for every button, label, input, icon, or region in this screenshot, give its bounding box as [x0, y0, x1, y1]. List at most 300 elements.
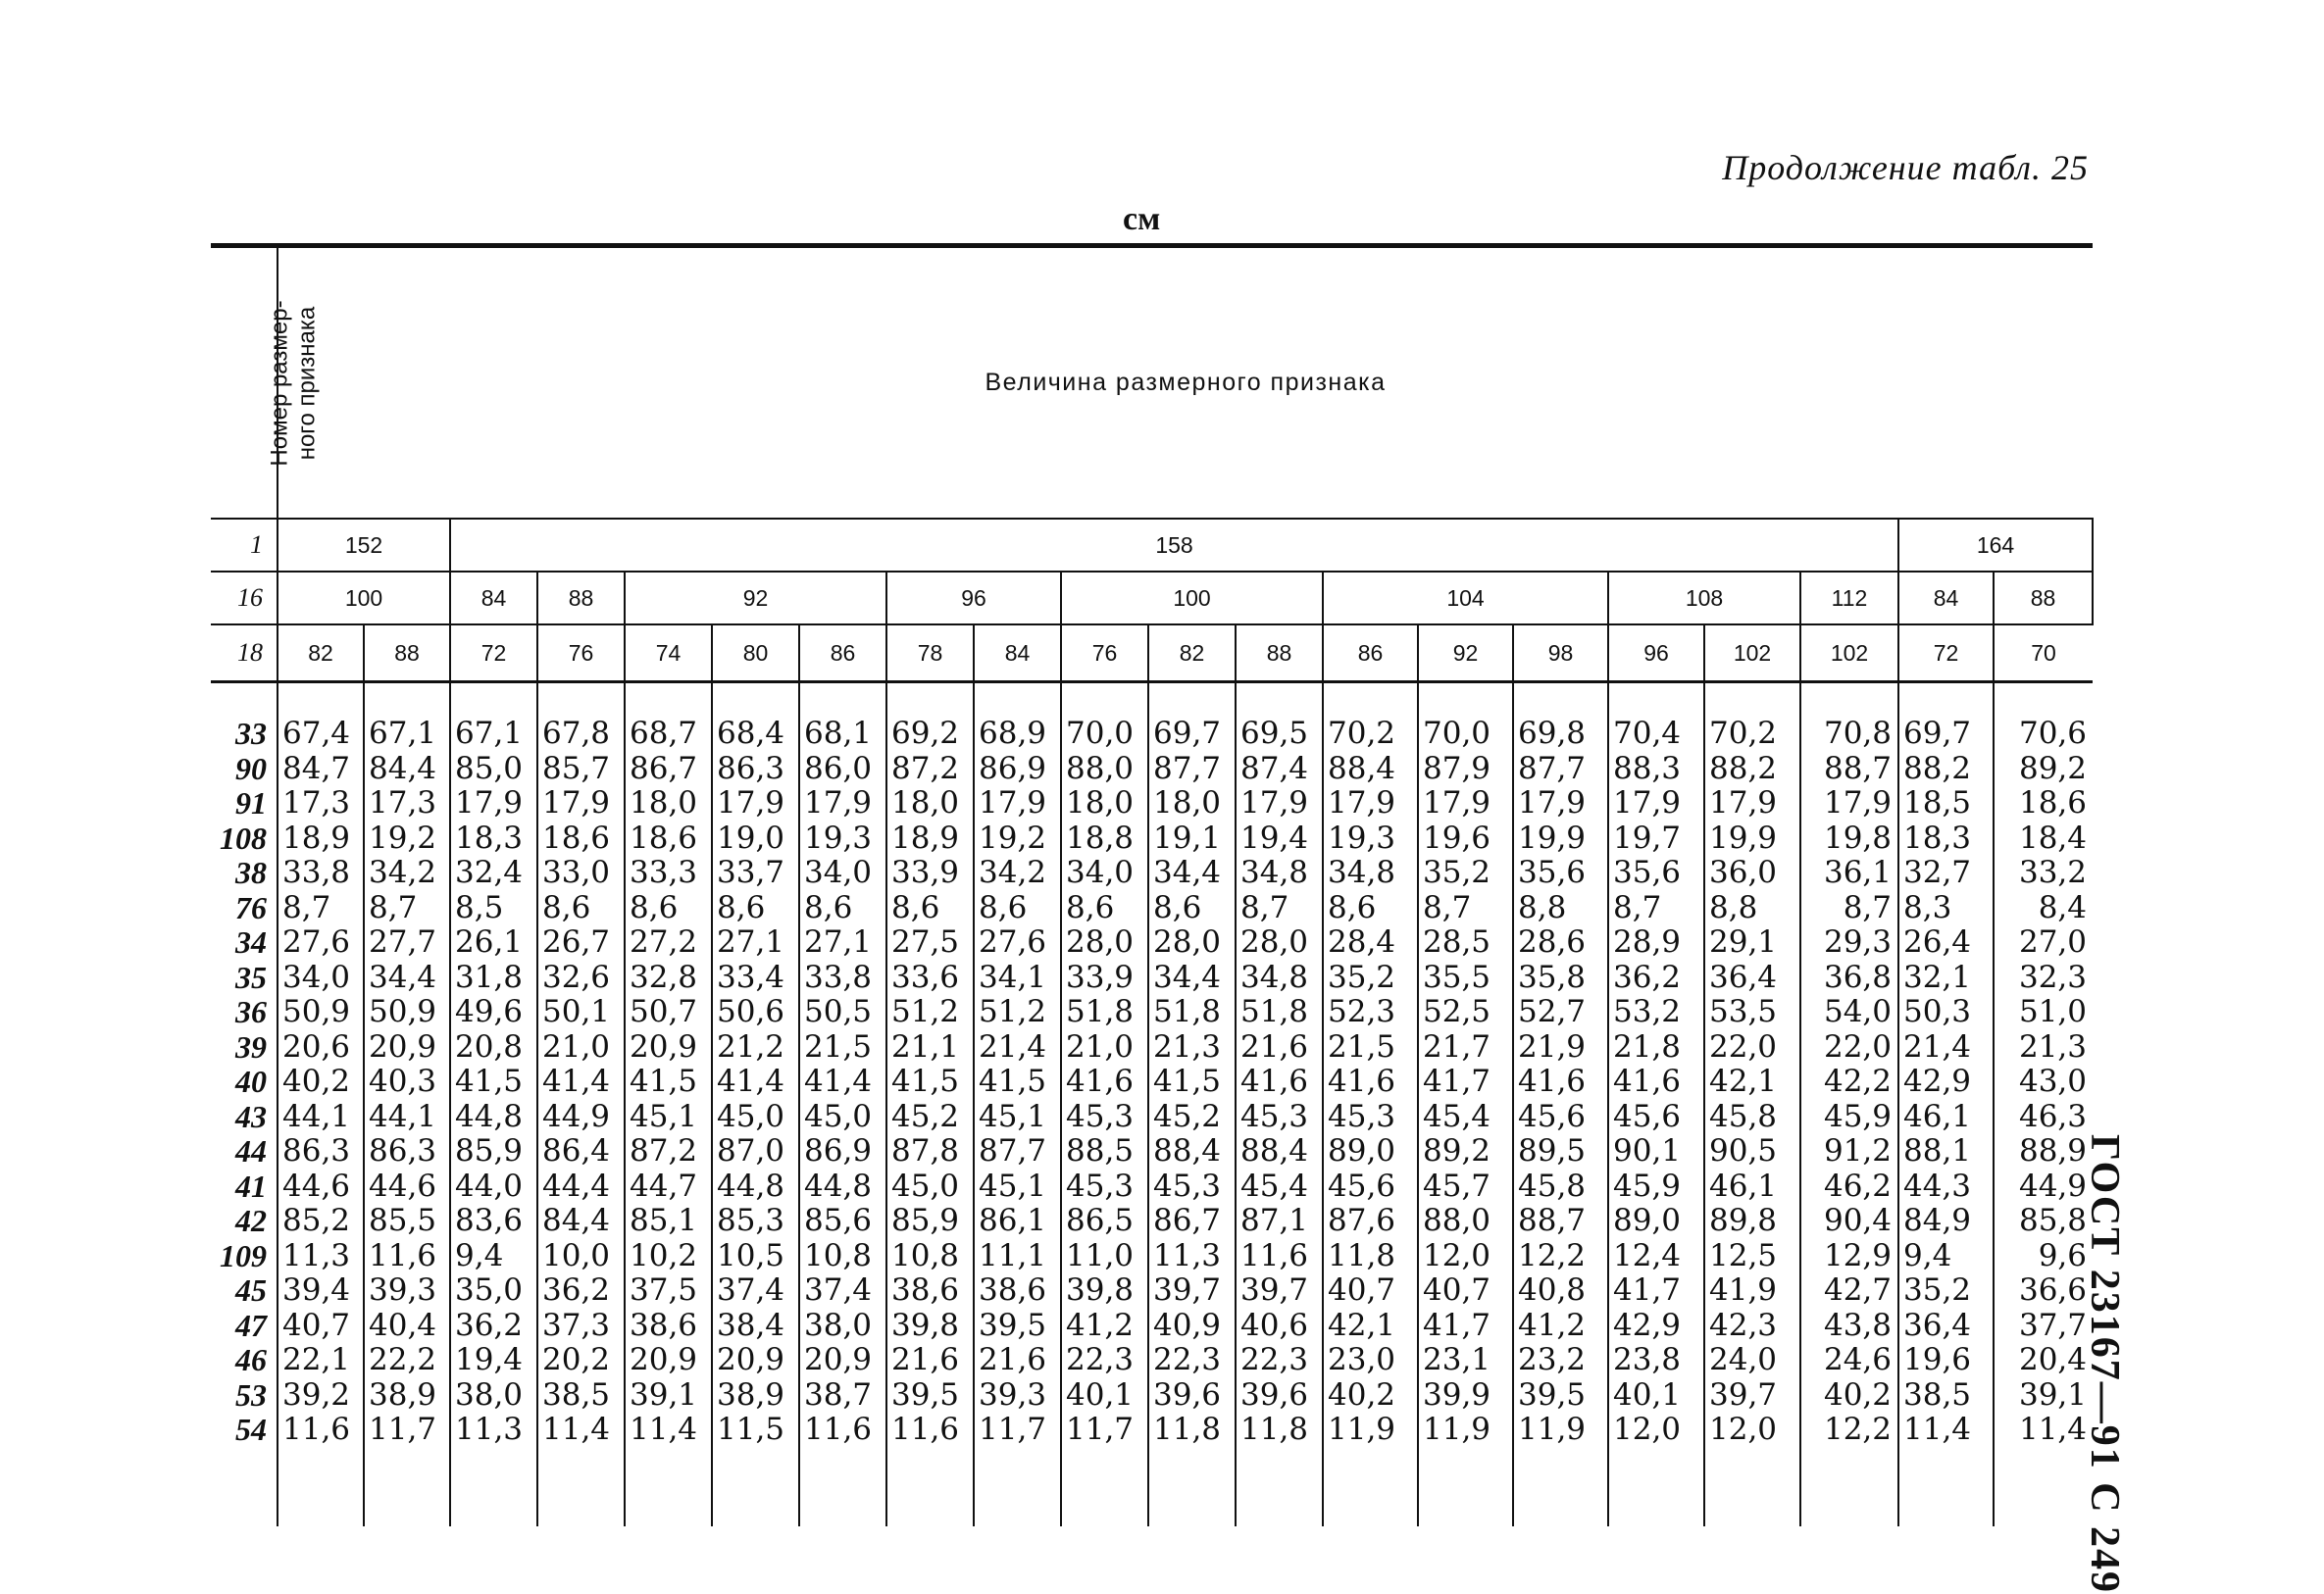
table-cell: 51,2	[886, 995, 974, 1030]
table-cell: 33,3	[625, 856, 712, 891]
table-cell: 17,9	[1418, 786, 1513, 822]
table-cell: 84,4	[364, 752, 450, 787]
table-cell: 41,7	[1418, 1065, 1513, 1100]
table-cell: 9,4	[450, 1239, 537, 1274]
chest-group: 84	[1898, 572, 1994, 624]
table-cell: 45,6	[1513, 1100, 1608, 1135]
table-cell: 41,5	[625, 1065, 712, 1100]
table-cell: 33,7	[712, 856, 799, 891]
table-cell: 41,6	[1513, 1065, 1608, 1100]
table-cell: 39,6	[1148, 1378, 1236, 1414]
table-cell: 23,0	[1323, 1343, 1418, 1378]
row-number: 41	[211, 1170, 278, 1205]
table-cell: 20,6	[278, 1030, 364, 1066]
table-cell: 86,3	[712, 752, 799, 787]
row-number: 33	[211, 717, 278, 752]
table-cell: 10,8	[886, 1239, 974, 1274]
table-cell: 45,0	[886, 1170, 974, 1205]
table-cell: 90,4	[1800, 1204, 1898, 1239]
table-cell: 41,5	[886, 1065, 974, 1100]
table-cell: 8,7	[364, 891, 450, 926]
table-cell: 45,8	[1704, 1100, 1800, 1135]
table-cell: 44,6	[364, 1170, 450, 1205]
table-cell: 8,6	[537, 891, 625, 926]
table-cell: 11,7	[364, 1413, 450, 1448]
table-cell: 85,0	[450, 752, 537, 787]
table-cell: 50,7	[625, 995, 712, 1030]
table-cell: 11,4	[2018, 1413, 2087, 1448]
table-cell: 27,1	[799, 925, 886, 961]
table-cell: 37,7	[2018, 1308, 2087, 1343]
table-cell: 42,3	[1704, 1309, 1800, 1344]
hip-col-header: 102	[1704, 624, 1800, 682]
table-cell: 27,6	[974, 925, 1061, 961]
table-cell: 40,3	[364, 1065, 450, 1100]
table-cell: 87,7	[1513, 752, 1608, 787]
height-158: 158	[450, 519, 1898, 572]
table-cell: 83,6	[450, 1204, 537, 1239]
table-cell: 38,9	[364, 1378, 450, 1414]
table-cell: 17,9	[1800, 786, 1898, 822]
row-label-1: 1	[211, 519, 278, 572]
table-cell: 37,3	[537, 1309, 625, 1344]
table-cell: 39,7	[1148, 1273, 1236, 1309]
table-cell: 87,9	[1418, 752, 1513, 787]
table-cell: 41,5	[974, 1065, 1061, 1100]
chest-group: 88	[537, 572, 625, 624]
table-cell: 11,3	[1148, 1239, 1236, 1274]
table-cell: 38,6	[974, 1273, 1061, 1309]
table-cell: 42,9	[1898, 1065, 1994, 1100]
table-cell: 8,8	[1704, 891, 1800, 926]
table-cell: 12,0	[1608, 1413, 1704, 1448]
unit-label: см	[1123, 201, 1161, 237]
table-cell: 8,7	[1608, 891, 1704, 926]
table-cell: 8,5	[450, 891, 537, 926]
table-cell: 28,4	[1323, 925, 1418, 961]
table-cell: 45,2	[886, 1100, 974, 1135]
table-cell: 27,1	[712, 925, 799, 961]
table-cell: 18,0	[625, 786, 712, 822]
table-cell: 11,9	[1323, 1413, 1418, 1448]
table-cell: 45,1	[625, 1100, 712, 1135]
table-cell: 18,0	[1148, 786, 1236, 822]
table-cell: 28,0	[1148, 925, 1236, 961]
hip-col-header: 72	[450, 624, 537, 682]
table-cell: 22,3	[1148, 1343, 1236, 1378]
table-cell: 44,9	[537, 1100, 625, 1135]
table-cell: 70,6	[2018, 717, 2087, 752]
hip-col-header: 78	[886, 624, 974, 682]
table-cell: 67,1	[450, 717, 537, 752]
row-number: 42	[211, 1204, 278, 1239]
table-cell: 27,2	[625, 925, 712, 961]
table-row	[211, 1343, 2093, 1378]
table-cell: 53,5	[1704, 995, 1800, 1030]
table-cell: 33,0	[537, 856, 625, 891]
table-cell: 45,0	[712, 1100, 799, 1135]
table-cell: 22,0	[1704, 1030, 1800, 1066]
table-cell: 84,7	[278, 752, 364, 787]
table-cell: 21,4	[1898, 1030, 1994, 1066]
table-cell: 24,6	[1800, 1343, 1898, 1378]
table-cell: 12,2	[1513, 1239, 1608, 1274]
table-cell: 42,1	[1323, 1309, 1418, 1344]
hip-col-header: 72	[1898, 624, 1994, 682]
table-row	[211, 1100, 2093, 1135]
table-cell: 10,0	[537, 1239, 625, 1274]
table-cell: 69,2	[886, 717, 974, 752]
hip-col-header: 92	[1418, 624, 1513, 682]
table-cell: 51,8	[1236, 995, 1323, 1030]
table-cell: 44,6	[278, 1170, 364, 1205]
table-cell: 8,6	[712, 891, 799, 926]
table-cell: 39,2	[278, 1378, 364, 1414]
table-cell: 33,2	[2018, 856, 2087, 891]
table-cell: 27,6	[278, 925, 364, 961]
table-cell: 85,7	[537, 752, 625, 787]
table-row	[211, 891, 2093, 926]
size-feature-number-label: Номер размер- ного признака	[266, 299, 321, 467]
table-cell: 88,4	[1323, 752, 1418, 787]
table-cell: 26,7	[537, 925, 625, 961]
row-number: 45	[211, 1273, 278, 1309]
table-cell: 36,6	[2018, 1273, 2087, 1309]
table-cell: 19,7	[1608, 822, 1704, 857]
table-cell: 36,4	[1704, 961, 1800, 996]
table-cell: 41,2	[1061, 1309, 1148, 1344]
table-cell: 87,0	[712, 1134, 799, 1170]
table-cell: 45,3	[1061, 1170, 1148, 1205]
row-number: 34	[211, 925, 278, 961]
table-cell: 89,0	[1608, 1204, 1704, 1239]
table-cell: 88,7	[1513, 1204, 1608, 1239]
table-row	[211, 1030, 2093, 1066]
chest-group: 100	[278, 572, 450, 624]
table-cell: 8,6	[1148, 891, 1236, 926]
table-row	[211, 961, 2093, 996]
table-cell: 26,4	[1898, 925, 1994, 961]
chest-group: 88	[1994, 572, 2093, 624]
table-cell: 70,4	[1608, 717, 1704, 752]
table-cell: 41,4	[799, 1065, 886, 1100]
table-cell: 87,6	[1323, 1204, 1418, 1239]
table-cell: 86,1	[974, 1204, 1061, 1239]
table-cell: 44,3	[1898, 1170, 1994, 1205]
table-cell: 45,3	[1323, 1100, 1418, 1135]
table-cell: 87,1	[1236, 1204, 1323, 1239]
table-cell: 39,5	[1513, 1378, 1608, 1414]
table-cell: 45,4	[1236, 1170, 1323, 1205]
table-cell: 19,9	[1704, 822, 1800, 857]
table-cell: 21,5	[1323, 1030, 1418, 1066]
table-cell: 84,4	[537, 1204, 625, 1239]
table-cell: 36,2	[537, 1273, 625, 1309]
table-cell: 40,6	[1236, 1309, 1323, 1344]
table-cell: 17,9	[974, 786, 1061, 822]
table-cell: 85,2	[278, 1204, 364, 1239]
measurement-table	[211, 243, 2094, 1526]
table-cell: 12,4	[1608, 1239, 1704, 1274]
table-cell: 45,7	[1418, 1170, 1513, 1205]
table-cell: 19,4	[450, 1343, 537, 1378]
table-cell: 35,2	[1898, 1273, 1994, 1309]
table-cell: 20,9	[712, 1343, 799, 1378]
table-cell: 39,7	[1236, 1273, 1323, 1309]
table-cell: 34,2	[364, 856, 450, 891]
table-cell: 33,8	[799, 961, 886, 996]
table-cell: 36,8	[1800, 961, 1898, 996]
height-164: 164	[1898, 519, 2093, 572]
table-cell: 33,9	[886, 856, 974, 891]
table-cell: 11,3	[278, 1239, 364, 1274]
table-cell: 69,5	[1236, 717, 1323, 752]
table-cell: 85,9	[886, 1204, 974, 1239]
table-cell: 38,0	[450, 1378, 537, 1414]
table-cell: 50,3	[1898, 995, 1994, 1030]
table-cell: 28,5	[1418, 925, 1513, 961]
table-cell: 19,6	[1418, 822, 1513, 857]
table-cell: 22,3	[1061, 1343, 1148, 1378]
hip-col-header: 76	[1061, 624, 1148, 682]
table-cell: 11,6	[886, 1413, 974, 1448]
table-cell: 38,5	[1898, 1378, 1994, 1414]
chest-group: 104	[1323, 572, 1608, 624]
table-cell: 32,6	[537, 961, 625, 996]
hip-col-header: 82	[1148, 624, 1236, 682]
table-cell: 18,0	[1061, 786, 1148, 822]
table-cell: 85,5	[364, 1204, 450, 1239]
table-cell: 70,8	[1800, 717, 1898, 752]
hip-col-header: 96	[1608, 624, 1704, 682]
table-cell: 17,9	[1513, 786, 1608, 822]
table-cell: 8,6	[625, 891, 712, 926]
table-cell: 18,9	[886, 822, 974, 857]
table-cell: 12,0	[1704, 1413, 1800, 1448]
table-cell: 8,6	[1061, 891, 1148, 926]
table-cell: 12,5	[1704, 1239, 1800, 1274]
table-cell: 21,3	[1148, 1030, 1236, 1066]
hip-col-header: 102	[1800, 624, 1898, 682]
table-cell: 21,3	[2018, 1029, 2087, 1065]
table-row	[211, 822, 2093, 857]
table-cell: 35,8	[1513, 961, 1608, 996]
table-cell: 32,4	[450, 856, 537, 891]
table-cell: 70,0	[1061, 717, 1148, 752]
table-cell: 29,1	[1704, 925, 1800, 961]
table-cell: 10,5	[712, 1239, 799, 1274]
table-cell: 19,3	[799, 822, 886, 857]
hip-col-header: 82	[278, 624, 364, 682]
table-cell: 87,2	[886, 752, 974, 787]
table-cell: 45,6	[1608, 1100, 1704, 1135]
table-cell: 87,7	[1148, 752, 1236, 787]
table-cell: 11,1	[974, 1239, 1061, 1274]
table-cell: 27,0	[2018, 925, 2087, 961]
table-cell: 34,1	[974, 961, 1061, 996]
table-cell: 29,3	[1800, 925, 1898, 961]
row-number: 91	[211, 786, 278, 822]
table-cell: 19,2	[364, 822, 450, 857]
row-number: 44	[211, 1134, 278, 1170]
table-cell: 39,1	[2018, 1377, 2087, 1413]
table-cell: 88,5	[1061, 1134, 1148, 1170]
table-cell: 87,2	[625, 1134, 712, 1170]
table-cell: 9,6	[2038, 1238, 2087, 1273]
table-cell: 89,5	[1513, 1134, 1608, 1170]
table-cell: 39,3	[974, 1378, 1061, 1414]
document-code-page: ГОСТ 23167—91 С 249	[2082, 1134, 2127, 1594]
table-cell: 39,4	[278, 1273, 364, 1309]
table-cell: 45,4	[1418, 1100, 1513, 1135]
table-cell: 21,6	[1236, 1030, 1323, 1066]
table-cell: 69,8	[1513, 717, 1608, 752]
table-cell: 21,0	[1061, 1030, 1148, 1066]
table-cell: 45,1	[974, 1100, 1061, 1135]
table-cell: 38,0	[799, 1309, 886, 1344]
table-cell: 11,8	[1148, 1413, 1236, 1448]
table-cell: 86,3	[364, 1134, 450, 1170]
hip-col-header: 76	[537, 624, 625, 682]
table-cell: 51,8	[1148, 995, 1236, 1030]
table-cell: 40,7	[278, 1309, 364, 1344]
table-cell: 35,2	[1323, 961, 1418, 996]
table-cell: 27,5	[886, 925, 974, 961]
hip-col-header: 88	[1236, 624, 1323, 682]
table-cell: 18,6	[625, 822, 712, 857]
table-cell: 17,9	[1323, 786, 1418, 822]
table-cell: 39,1	[625, 1378, 712, 1414]
table-cell: 8,8	[1513, 891, 1608, 926]
size-feature-number-header	[211, 248, 321, 519]
table-cell: 8,7	[1418, 891, 1513, 926]
table-cell: 34,8	[1236, 856, 1323, 891]
table-cell: 88,2	[1704, 752, 1800, 787]
table-cell: 40,2	[278, 1065, 364, 1100]
row-number: 38	[211, 856, 278, 891]
table-cell: 40,7	[1418, 1273, 1513, 1309]
table-cell: 21,2	[712, 1030, 799, 1066]
table-row	[211, 1239, 2093, 1274]
table-cell: 19,6	[1898, 1343, 1994, 1378]
table-cell: 19,3	[1323, 822, 1418, 857]
table-cell: 8,4	[2038, 890, 2087, 925]
table-cell: 86,9	[974, 752, 1061, 787]
table-cell: 44,8	[450, 1100, 537, 1135]
table-cell: 70,2	[1704, 717, 1800, 752]
hip-col-header: 80	[712, 624, 799, 682]
table-row	[211, 1065, 2093, 1100]
table-cell: 84,9	[1898, 1204, 1994, 1239]
table-cell: 8,6	[886, 891, 974, 926]
table-cell: 11,9	[1418, 1413, 1513, 1448]
table-cell: 21,6	[886, 1343, 974, 1378]
table-cell: 54,0	[1800, 995, 1898, 1030]
table-cell: 40,2	[1323, 1378, 1418, 1414]
table-cell: 88,0	[1061, 752, 1148, 787]
table-cell: 41,6	[1608, 1065, 1704, 1100]
table-cell: 44,4	[537, 1170, 625, 1205]
row-number: 40	[211, 1065, 278, 1100]
table-cell: 38,7	[799, 1378, 886, 1414]
table-cell: 32,8	[625, 961, 712, 996]
table-cell: 44,8	[799, 1170, 886, 1205]
table-cell: 31,8	[450, 961, 537, 996]
table-cell: 53,2	[1608, 995, 1704, 1030]
table-row	[211, 1378, 2093, 1414]
table-cell: 88,9	[2018, 1134, 2087, 1170]
table-cell: 89,8	[1704, 1204, 1800, 1239]
table-cell: 37,5	[625, 1273, 712, 1309]
table-cell: 28,6	[1513, 925, 1608, 961]
table-cell: 18,9	[278, 822, 364, 857]
chest-group: 84	[450, 572, 537, 624]
table-cell: 68,9	[974, 717, 1061, 752]
table-cell: 11,9	[1513, 1413, 1608, 1448]
table-cell: 87,7	[974, 1134, 1061, 1170]
table-cell: 39,9	[1418, 1378, 1513, 1414]
row-number: 54	[211, 1413, 278, 1448]
table-cell: 86,7	[625, 752, 712, 787]
table-cell: 85,3	[712, 1204, 799, 1239]
table-cell: 21,4	[974, 1030, 1061, 1066]
table-cell: 19,2	[974, 822, 1061, 857]
table-cell: 51,0	[2018, 995, 2087, 1030]
table-cell: 21,5	[799, 1030, 886, 1066]
row-number: 76	[211, 891, 278, 926]
table-cell: 17,9	[1608, 786, 1704, 822]
table-cell: 17,9	[799, 786, 886, 822]
table-cell: 22,3	[1236, 1343, 1323, 1378]
table-cell: 11,7	[1061, 1413, 1148, 1448]
chest-group: 108	[1608, 572, 1800, 624]
table-cell: 40,2	[1800, 1378, 1898, 1414]
table-cell: 88,0	[1418, 1204, 1513, 1239]
table-cell: 28,0	[1236, 925, 1323, 961]
table-cell: 11,8	[1323, 1239, 1418, 1274]
table-cell: 22,2	[364, 1343, 450, 1378]
hip-col-header: 84	[974, 624, 1061, 682]
table-cell: 34,0	[278, 961, 364, 996]
table-row	[211, 1309, 2093, 1344]
table-cell: 11,3	[450, 1413, 537, 1448]
table-cell: 40,9	[1148, 1309, 1236, 1344]
table-cell: 37,4	[712, 1273, 799, 1309]
row-number: 36	[211, 995, 278, 1030]
table-cell: 23,8	[1608, 1343, 1704, 1378]
table-cell: 36,4	[1898, 1309, 1994, 1344]
table-cell: 90,1	[1608, 1134, 1704, 1170]
table-cell: 52,5	[1418, 995, 1513, 1030]
table-cell: 28,9	[1608, 925, 1704, 961]
table-cell: 35,5	[1418, 961, 1513, 996]
table-cell: 51,8	[1061, 995, 1148, 1030]
hip-col-header: 88	[364, 624, 450, 682]
table-cell: 18,3	[1898, 822, 1994, 857]
row-number: 90	[211, 752, 278, 787]
table-cell: 50,9	[278, 995, 364, 1030]
table-cell: 68,7	[625, 717, 712, 752]
table-cell: 67,8	[537, 717, 625, 752]
table-row	[211, 856, 2093, 891]
table-cell: 28,0	[1061, 925, 1148, 961]
table-cell: 45,3	[1236, 1100, 1323, 1135]
table-cell: 18,6	[2018, 786, 2087, 822]
table-row	[211, 717, 2093, 752]
table-cell: 88,1	[1898, 1134, 1994, 1170]
table-cell: 34,8	[1323, 856, 1418, 891]
table-cell: 41,6	[1323, 1065, 1418, 1100]
